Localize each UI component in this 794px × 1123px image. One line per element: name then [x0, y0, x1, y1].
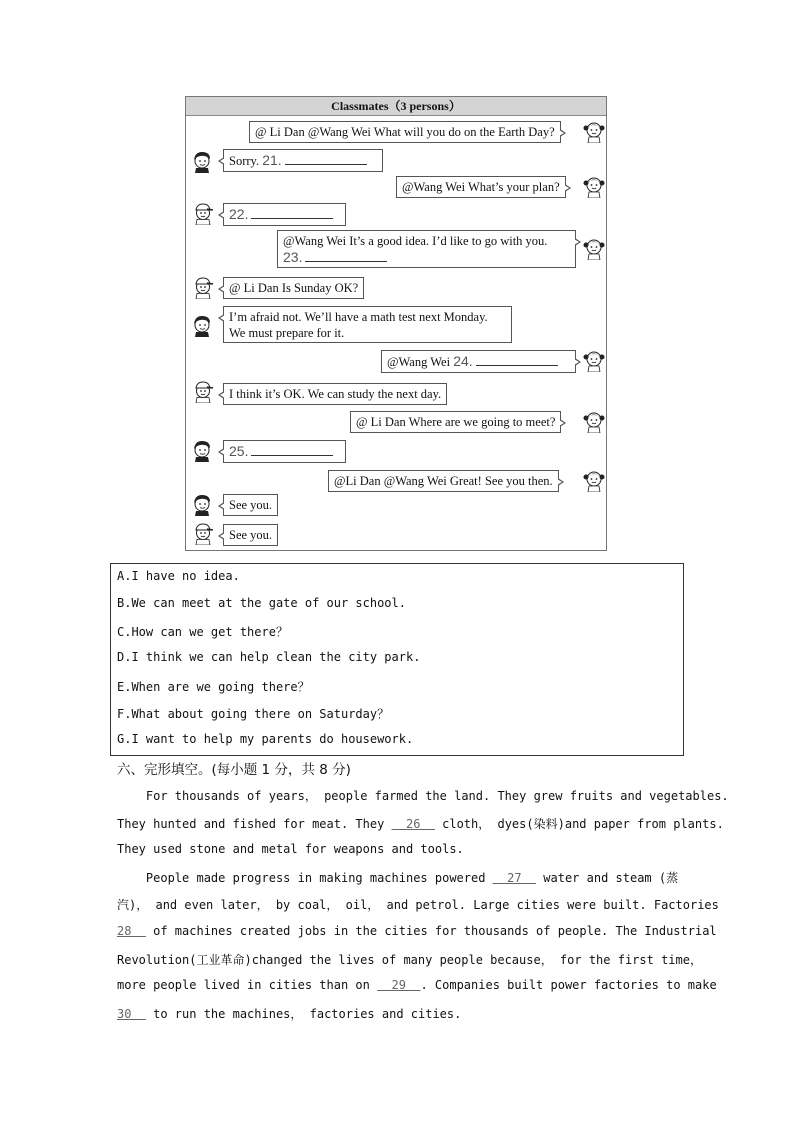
passage-line: 30 to run the machines， factories and cities. [117, 1007, 462, 1021]
blank-26[interactable]: 26 [391, 817, 435, 831]
question-number: 25. [229, 443, 249, 459]
boy-avatar-icon [190, 313, 214, 337]
chat-message: @ Li Dan @Wang Wei What will you do on the Earth Day? [249, 121, 561, 143]
chat-panel [185, 96, 607, 551]
chat-message: @Wang Wei What’s your plan? [396, 176, 566, 198]
girl-avatar-icon [582, 468, 606, 492]
answer-blank[interactable] [285, 152, 367, 165]
chat-message: @ Li Dan Where are we going to meet? [350, 411, 561, 433]
passage-line: They hunted and fished for meat. They 26 cloth， dyes(染料)and paper from plants. [117, 817, 724, 831]
cap-boy-avatar-icon [191, 275, 215, 299]
question-number: 22. [229, 206, 249, 222]
boy-avatar-icon [190, 149, 214, 173]
option-c: C.How can we get there？ [117, 625, 288, 639]
chat-message: See you. [223, 494, 278, 516]
passage-line: They used stone and metal for weapons and tools. [117, 842, 464, 856]
girl-avatar-icon [582, 236, 606, 260]
question-number: 24. [453, 353, 473, 369]
girl-avatar-icon [582, 348, 606, 372]
blank-29[interactable]: 29 [377, 978, 421, 992]
answer-blank[interactable] [305, 249, 387, 262]
question-number: 21. [262, 152, 282, 168]
option-b: B.We can meet at the gate of our school. [117, 596, 406, 610]
chat-message: See you. [223, 524, 278, 546]
option-e: E.When are we going there？ [117, 680, 310, 694]
chat-message: @Li Dan @Wang Wei Great! See you then. [328, 470, 559, 492]
passage-line: more people lived in cities than on 29 . Companies built power factories to make [117, 978, 717, 992]
chat-message: Sorry. 21. [223, 149, 383, 172]
option-d: D.I think we can help clean the city park. [117, 650, 421, 664]
chat-message: @ Li Dan Is Sunday OK? [223, 277, 364, 299]
chat-message: @Wang Wei 24. [381, 350, 576, 373]
passage-line: People made progress in making machines powered 27 water and steam (蒸 [117, 871, 679, 885]
cap-boy-avatar-icon [191, 201, 215, 225]
option-a: A.I have no idea. [117, 569, 240, 583]
passage-line: Revolution(工业革命)changed the lives of many people because， for the first time， [117, 953, 702, 967]
answer-blank[interactable] [251, 443, 333, 456]
girl-avatar-icon [582, 409, 606, 433]
chat-title: Classmates（3 persons） [186, 97, 606, 116]
chat-message [223, 440, 346, 463]
answer-blank[interactable] [251, 206, 333, 219]
passage-line: 汽)， and even later， by coal， oil， and petrol. Large cities were built. Factories [117, 898, 719, 912]
blank-28[interactable]: 28 [117, 924, 146, 938]
blank-27[interactable]: 27 [492, 871, 537, 885]
chat-message: I’m afraid not. We’ll have a math test next Monday. We must prepare for it. [223, 306, 512, 343]
chat-message: @Wang Wei It’s a good idea. I’d like to go with you. 23. [277, 230, 576, 268]
question-number: 23. [283, 249, 303, 265]
blank-30[interactable]: 30 [117, 1007, 146, 1021]
boy-avatar-icon [190, 438, 214, 462]
option-f: F.What about going there on Saturday？ [117, 707, 390, 721]
girl-avatar-icon [582, 174, 606, 198]
cap-boy-avatar-icon [191, 379, 215, 403]
option-g: G.I want to help my parents do housework. [117, 732, 414, 746]
chat-message: I think it’s OK. We can study the next day. [223, 383, 447, 405]
chat-message [223, 203, 346, 226]
passage-line: 28 of machines created jobs in the cities for thousands of people. The Industrial [117, 924, 717, 938]
passage-line: For thousands of years， people farmed the land. They grew fruits and vegetables. [117, 789, 729, 803]
boy-avatar-icon [190, 492, 214, 516]
girl-avatar-icon [582, 119, 606, 143]
answer-options-box [110, 563, 684, 756]
section-title: 六、完形填空。(每小题 1 分，共 8 分) [117, 762, 351, 778]
answer-blank[interactable] [476, 353, 558, 366]
cap-boy-avatar-icon [191, 521, 215, 545]
